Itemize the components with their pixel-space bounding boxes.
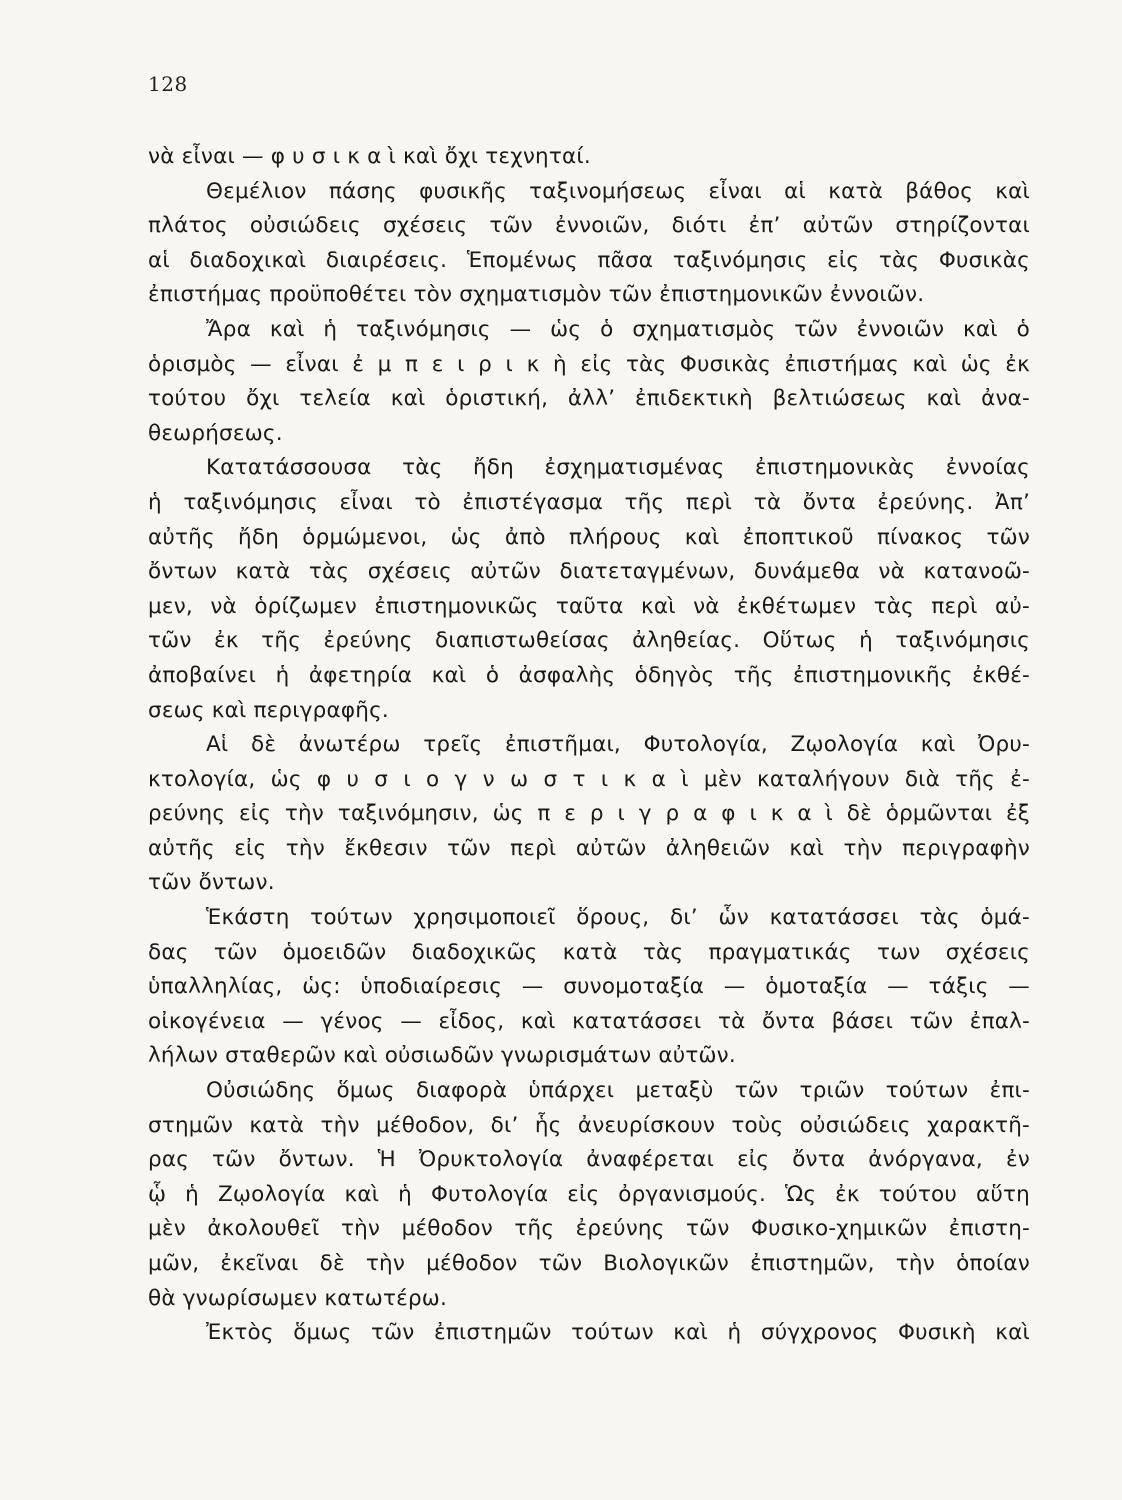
text-line: ἀποβαίνει ἡ ἀφετηρία καὶ ὁ ἀσφαλὴς ὁδηγὸς τῆς ἐπιστημονικῆς ἐκθέ- xyxy=(148,662,1030,688)
text-line: Θεμέλιον πάσης φυσικῆς ταξινομήσεως εἶναι αἱ κατὰ βάθος καὶ xyxy=(206,178,1030,204)
text-line: ἡ ταξινόμησις εἶναι τὸ ἐπιστέγασμα τῆς περὶ τὰ ὄντα ἐρεύνης. Ἀπ’ xyxy=(148,489,1030,515)
text-line: μὲν ἀκολουθεῖ τὴν μέθοδον τῆς ἐρεύνης τῶν Φυσικο-χημικῶν ἐπιστη- xyxy=(148,1216,1030,1242)
text-line: πλάτος οὐσιώδεις σχέσεις τῶν ἐννοιῶν, διότι ἐπ’ αὐτῶν στηρίζονται xyxy=(148,213,1030,239)
text-line: Ἐκτὸς ὅμως τῶν ἐπιστημῶν τούτων καὶ ἡ σύγχρονος Φυσικὴ καὶ xyxy=(206,1320,1030,1346)
text-line: αὐτῆς εἰς τὴν ἔκθεσιν τῶν περὶ αὐτῶν ἀληθειῶν καὶ τὴν περιγραφὴν xyxy=(148,835,1030,861)
text-line: θὰ γνωρίσωμεν κατωτέρω. xyxy=(148,1285,448,1311)
text-line: ἐπιστήμας προϋποθέτει τὸν σχηματισμὸν τῶν ἐπιστημονικῶν ἐννοιῶν. xyxy=(148,282,925,308)
text-line: οἰκογένεια — γένος — εἶδος, καὶ κατατάσσει τὰ ὄντα βάσει τῶν ἐπαλ- xyxy=(148,1008,1030,1034)
text-line: ᾧ ἡ Ζῳολογία καὶ ἡ Φυτολογία εἰς ὀργανισμούς. Ὡς ἐκ τούτου αὕτη xyxy=(148,1181,1030,1207)
text-line: Οὐσιώδης ὅμως διαφορὰ ὑπάρχει μεταξὺ τῶν τριῶν τούτων ἐπι- xyxy=(206,1078,1030,1104)
page-number: 128 xyxy=(148,72,188,96)
text-line: νὰ εἶναι — φ υ σ ι κ α ὶ καὶ ὄχι τεχνηταί. xyxy=(148,144,591,169)
text-line: Αἱ δὲ ἀνωτέρω τρεῖς ἐπιστῆμαι, Φυτολογία, Ζῳολογία καὶ Ὀρυ- xyxy=(206,732,1030,758)
text-line: ὄντων κατὰ τὰς σχέσεις αὐτῶν διατεταγμένων, δυνάμεθα νὰ κατανοῶ- xyxy=(148,559,1030,585)
text-line: τῶν ὄντων. xyxy=(148,870,275,896)
text-line: θεωρήσεως. xyxy=(148,420,283,446)
text-line: μεν, νὰ ὁρίζωμεν ἐπιστημονικῶς ταῦτα καὶ νὰ ἐκθέτωμεν τὰς περὶ αὐ- xyxy=(148,593,1030,619)
text-line: αὐτῆς ἤδη ὁρμώμενοι, ὡς ἀπὸ πλήρους καὶ ἐποπτικοῦ πίνακος τῶν xyxy=(148,524,1030,550)
text-line: λήλων σταθερῶν καὶ οὐσιωδῶν γνωρισμάτων αὐτῶν. xyxy=(148,1043,736,1069)
text-line: στημῶν κατὰ τὴν μέθοδον, δι’ ἧς ἀνευρίσκουν τοὺς οὐσιώδεις χαρακτῆ- xyxy=(148,1112,1030,1138)
text-line: ὁρισμὸς — εἶναι ἐ μ π ε ι ρ ι κ ὴ εἰς τὰς Φυσικὰς ἐπιστήμας καὶ ὡς ἐκ xyxy=(148,351,1030,377)
text-line: τῶν ἐκ τῆς ἐρεύνης διαπιστωθείσας ἀληθείας. Οὕτως ἡ ταξινόμησις xyxy=(148,628,1030,654)
text-line: ρας τῶν ὄντων. Ἡ Ὀρυκτολογία ἀναφέρεται εἰς ὄντα ἀνόργανα, ἐν xyxy=(148,1147,1030,1173)
body-text xyxy=(148,140,1030,1351)
text-line: τούτου ὄχι τελεία καὶ ὁριστική, ἀλλ’ ἐπιδεκτικὴ βελτιώσεως καὶ ἀνα- xyxy=(148,386,1030,412)
text-line: κτολογία, ὡς φ υ σ ι ο γ ν ω σ τ ι κ α ὶ μὲν καταλήγουν διὰ τῆς ἐ- xyxy=(148,766,1030,792)
text-line: μῶν, ἐκεῖναι δὲ τὴν μέθοδον τῶν Βιολογικῶν ἐπιστημῶν, τὴν ὁποίαν xyxy=(148,1251,1030,1276)
text-line: δας τῶν ὁμοειδῶν διαδοχικῶς κατὰ τὰς πραγματικάς των σχέσεις xyxy=(148,939,1030,965)
text-line: αἱ διαδοχικαὶ διαιρέσεις. Ἑπομένως πᾶσα ταξινόμησις εἰς τὰς Φυσικὰς xyxy=(148,247,1030,273)
text-line: Κατατάσσουσα τὰς ἤδη ἐσχηματισμένας ἐπιστημονικὰς ἐννοίας xyxy=(206,455,1030,481)
text-line: σεως καὶ περιγραφῆς. xyxy=(148,697,389,723)
text-line: Ἑκάστη τούτων χρησιμοποιεῖ ὅρους, δι’ ὧν κατατάσσει τὰς ὁμά- xyxy=(206,905,1030,931)
text-line: Ἄρα καὶ ἡ ταξινόμησις — ὡς ὁ σχηματισμὸς τῶν ἐννοιῶν καὶ ὁ xyxy=(206,316,1030,342)
text-line: ρεύνης εἰς τὴν ταξινόμησιν, ὡς π ε ρ ι γ ρ α φ ι κ α ὶ δὲ ὁρμῶνται ἐξ xyxy=(148,801,1030,827)
text-line: ὑπαλληλίας, ὡς: ὑποδιαίρεσις — συνομοταξία — ὁμοταξία — τάξις — xyxy=(148,974,1030,1000)
